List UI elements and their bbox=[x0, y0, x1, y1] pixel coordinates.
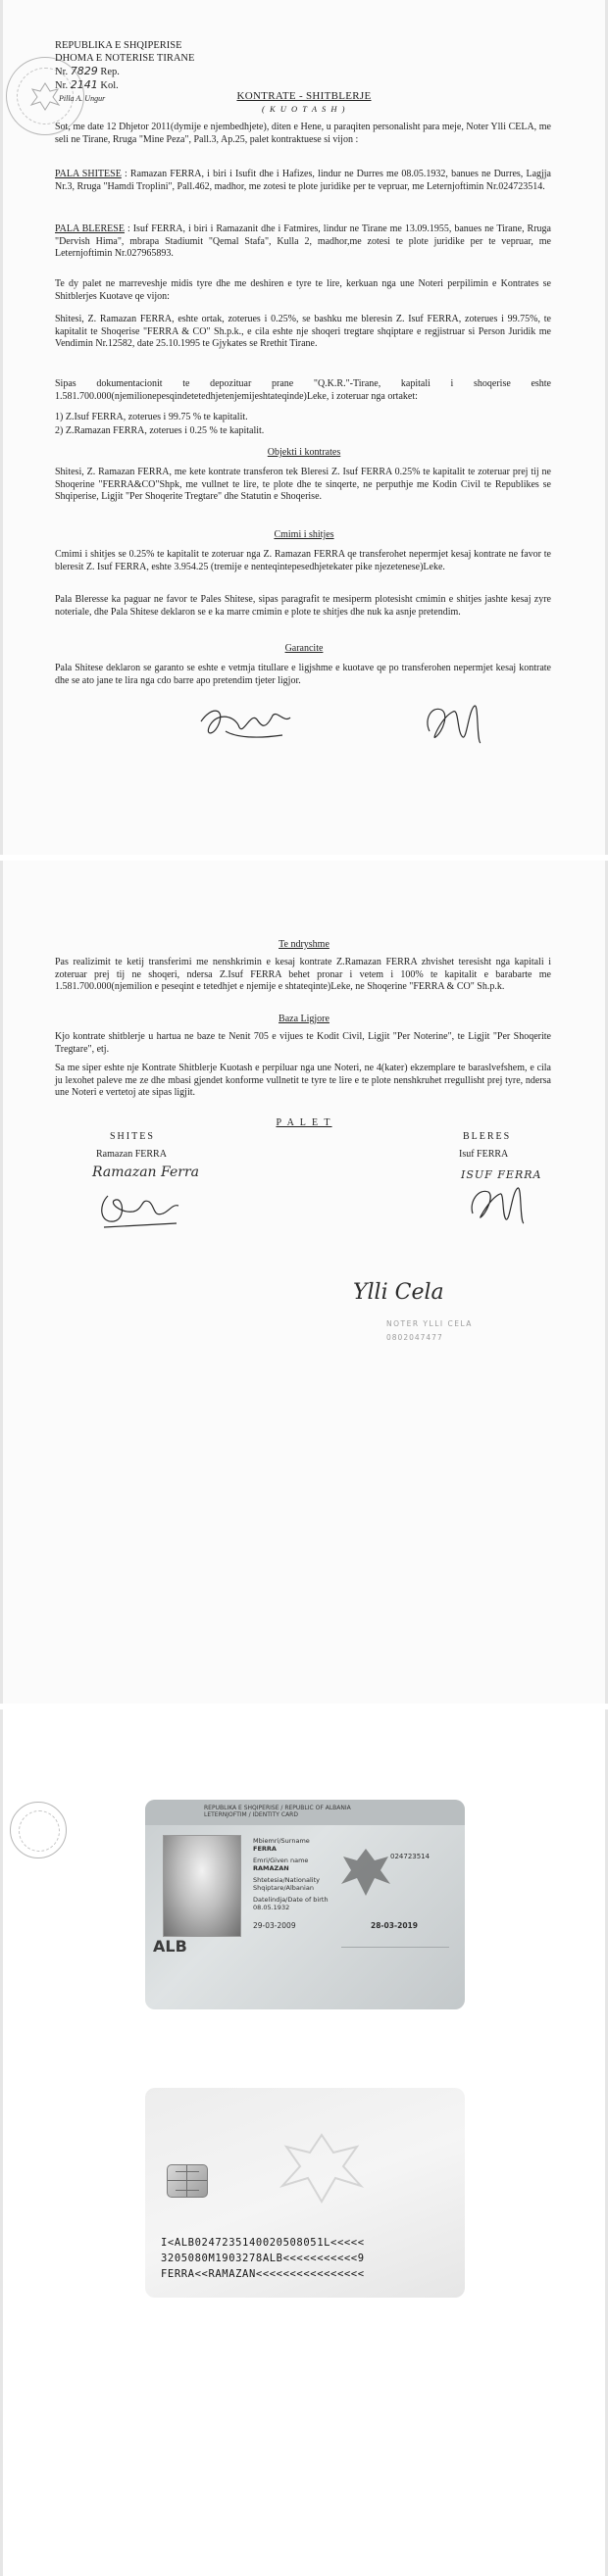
object-paragraph: Shitesi, Z. Ramazan FERRA, me kete kontrate transferon tek Bleresi Z. Isuf FERRA 0.25% te kapitalit te zoteruar prej tij ne Shoqerine "FERRA&CO"Shpk, me vullnet te lire, te plote dhe te sinqerte, ne perputhje me Kodin Civil te Republikes se Shqiperise, Ligjit "Per Shoqerite Tregtare" dhe Statutin e Shoqerise. bbox=[55, 467, 551, 503]
id-card-back bbox=[145, 2088, 465, 2298]
mrz-line-3: FERRA<<RAMAZAN<<<<<<<<<<<<<<<< bbox=[161, 2268, 365, 2280]
id-card-title: LETERNJOFTIM / IDENTITY CARD bbox=[204, 1811, 298, 1818]
buyer-details: : Isuf FERRA, i biri i Ramazanit dhe i Fatmires, lindur ne Tirane me 13.09.1955, banues ne Tirane, Rruga "Dervish Hima", mbrapa Stadiumit "Qemal Stafa", Kulla 2, madhor,me zotesi te plote juridike per te vepruar, me Leternjoftimin Nr.027965893. bbox=[55, 223, 551, 260]
rep-number: 7829 bbox=[70, 65, 98, 77]
section-garancite: Garancite bbox=[284, 643, 324, 654]
guarantee-paragraph: Pala Shitese deklaron se garanto se eshte e vetmja titullare e ligjshme e kuotave qe po transferohen nepermjet kesaj kontrate dhe se ato jane te lira nga cdo barre apo pretendim tjeter ligjor. bbox=[55, 663, 551, 686]
seller-handwritten-name: Ramazan Ferra bbox=[92, 1164, 199, 1180]
id-country: REPUBLIKA E SHQIPERISE / REPUBLIC OF ALBANIA bbox=[204, 1805, 351, 1811]
id-surname-label: Mbiemri/Surname bbox=[253, 1837, 310, 1845]
seller-label: PALA SHITESE bbox=[55, 169, 122, 179]
id-dob: 08.05.1932 bbox=[253, 1904, 290, 1911]
notary-signature: Ylli Cela bbox=[353, 1280, 444, 1305]
id-front-lower-area bbox=[341, 1947, 449, 1997]
contract-page-2 bbox=[0, 861, 608, 1704]
header-republic: REPUBLIKA E SHQIPERISE bbox=[55, 40, 182, 51]
page-edge bbox=[0, 0, 3, 855]
kol-number-line: Nr. 2141 Kol. bbox=[55, 78, 119, 91]
intro-paragraph: Sot, me date 12 Dhjetor 2011(dymije e njembedhjete), diten e Hene, u paraqiten personalisht para meje, Noter Ylli CELA, me seli ne Tirane, Rruga "Mine Peza", Pall.3, Ap.25, palet kontraktuese si vijon : bbox=[55, 122, 551, 145]
kol-number: 2141 bbox=[70, 78, 98, 91]
buyer-paragraph bbox=[55, 223, 551, 261]
id-card-header-text bbox=[204, 1805, 351, 1818]
owner-1: 1) Z.Isuf FERRA, zoterues i 99.75 % te kapitalit. bbox=[55, 412, 248, 422]
id-card-number: 024723514 bbox=[390, 1853, 431, 1860]
section-objekti: Objekti i kontrates bbox=[267, 447, 341, 458]
misc-paragraph: Pas realizimit te ketij transferimi me nenshkrimin e kesaj kontrate Z.Ramazan FERRA zhvishet teresisht nga kapitali i zoteruar prej tij ne shoqeri, ndersa Z.Isuf FERRA behet pronar i vetem i 100% te kapitalit e barabarte me 1.581.700.000(njemilion e peseqint e tetedhjet e njemije e shtateqinte)Leke, ne Shoqerine "FERRA & CO" Sh.p.k. bbox=[55, 957, 551, 993]
capital-paragraph: Sipas dokumentacionit te depozituar prane "Q.K.R."-Tirane, kapitali i shoqerise eshte 1.581.700.000(njemilionepesqindetetedhjetenjemijeshtateqinde)Leke, i zoteruar nga ortaket: bbox=[55, 378, 551, 402]
agreement-paragraph: Te dy palet ne marreveshje midis tyre dhe me deshiren e tyre te lire, kerkuan nga une Noteri perpilimin e Kontrates se Shitblerjes Kuotave qe vijon: bbox=[55, 278, 551, 302]
double-headed-eagle-icon bbox=[331, 1839, 400, 1907]
seller-share-paragraph: Shitesi, Z. Ramazan FERRA, eshte ortak, zoterues i 0.25%, se bashku me bleresin Z. Isuf FERRA, zoterues i 99.75%, te kapitalit te Shoqerise "FERRA & CO" Sh.p.k., e cila eshte nje shoqeri tregtare shqiptare e regjistruar si Person Juridik me Vendimin Nr.12582, date 25.10.1995 te Gjykates se Rrethit Tirane. bbox=[55, 314, 551, 350]
seller-column-heading: SHITES bbox=[110, 1131, 155, 1142]
notary-stamp-number: 0802047477 bbox=[386, 1333, 443, 1342]
id-name-label: Emri/Given name bbox=[253, 1857, 309, 1864]
mrz-line-2: 3205080M1903278ALB<<<<<<<<<<<9 bbox=[161, 2253, 365, 2264]
id-nationality-label: Shtetesia/Nationality bbox=[253, 1876, 320, 1884]
id-card-front bbox=[145, 1800, 465, 2009]
id-surname: FERRA bbox=[253, 1845, 277, 1853]
legal-basis-paragraph: Kjo kontrate shitblerje u hartua ne baze te Nenit 705 e vijues te Kodit Civil, Ligjit "Per Noterine", te Ligjit "Per Shoqerite Tregtare", etj. bbox=[55, 1031, 551, 1055]
buyer-name: Isuf FERRA bbox=[459, 1149, 509, 1160]
eagle-watermark-icon bbox=[263, 2127, 380, 2205]
rep-number-line: Nr. 7829 Rep. bbox=[55, 65, 120, 77]
buyer-signature-p1 bbox=[420, 698, 498, 749]
price-paragraph: Cmimi i shitjes se 0.25% te kapitalit te zoteruar nga Z. Ramazan FERRA qe transferohet nepermjet kesaj kontrate ne favor te bleresit Z. Isuf FERRA, eshte 3.954.25 (tremije e nenteqintepesedhjetekater pike njezetenese)Leke. bbox=[55, 549, 551, 572]
notary-stamp-name: NOTER YLLI CELA bbox=[386, 1319, 473, 1328]
seller-paragraph bbox=[55, 169, 551, 193]
notary-round-stamp-p3 bbox=[10, 1802, 67, 1858]
buyer-label: PALA BLERESE bbox=[55, 223, 125, 234]
section-cmimi: Cmimi i shitjes bbox=[274, 529, 334, 540]
contract-subtitle: ( K U O T A S H ) bbox=[262, 104, 346, 114]
section-baza-ligjore: Baza Ligjore bbox=[279, 1014, 329, 1024]
id-nationality: Shqiptare/Albanian bbox=[253, 1884, 314, 1892]
contract-page-1 bbox=[0, 0, 608, 855]
payment-paragraph: Pala Bleresse ka paguar ne favor te Pales Shitese, sipas paragrafit te mesiperm plotesisht cmimin e shitjes jashte kesaj zyre noteriale, dhe Pala Shitese deklaron se e ka marre cmimin e plote te shitjes dhe nuk ka asnje pretendim. bbox=[55, 594, 551, 618]
stamp-caption: Pilla A. Ungur bbox=[59, 94, 106, 103]
header-chamber: DHOMA E NOTERISE TIRANE bbox=[55, 53, 195, 64]
page-edge bbox=[0, 861, 3, 1704]
buyer-signature-p2 bbox=[465, 1178, 533, 1227]
section-te-ndryshme: Te ndryshme bbox=[279, 939, 329, 950]
mrz-line-1: I<ALB0247235140020508051L<<<<< bbox=[161, 2237, 365, 2249]
contract-title: KONTRATE - SHITBLERJE bbox=[236, 90, 372, 102]
id-issue-date: 29-03-2009 bbox=[253, 1921, 296, 1930]
buyer-handwritten-name: ISUF FERRA bbox=[461, 1168, 542, 1181]
id-name: RAMAZAN bbox=[253, 1864, 289, 1872]
owner-2: 2) Z.Ramazan FERRA, zoterues i 0.25 % te kapitalit. bbox=[55, 425, 265, 436]
seller-name: Ramazan FERRA bbox=[96, 1149, 167, 1160]
smartcard-chip-icon bbox=[167, 2164, 208, 2198]
seller-details: : Ramazan FERRA, i biri i Isufit dhe i Hafizes, lindur ne Durres me 08.05.1932, banues ne Durres, Lagjja Nr.3, Rruga "Hamdi Troplini", Pall.462, madhor, me zotesi te plote juridike per te vepruar, me Leternjoftimin Nr.024723514. bbox=[55, 169, 551, 192]
buyer-column-heading: BLERES bbox=[463, 1131, 512, 1142]
id-expiry-date: 28-03-2019 bbox=[371, 1921, 418, 1930]
seller-signature-p1 bbox=[196, 702, 294, 747]
id-dob-label: Datelindja/Date of birth bbox=[253, 1896, 329, 1904]
id-photo bbox=[163, 1835, 241, 1937]
id-alb-code: ALB bbox=[153, 1937, 187, 1956]
seller-signature-p2 bbox=[94, 1184, 182, 1233]
parties-heading: P A L E T bbox=[276, 1117, 332, 1128]
final-paragraph: Sa me siper eshte nje Kontrate Shitblerje Kuotash e perpiluar nga une Noteri, ne 4(kater) ekzemplare te baraslvefshem, e cila ju lexohet paleve me ze dhe mbasi gjendet konforme vullnetit te tyre te lire e te plote nenshkruhet rregullisht prej tyre, ndersa une Noteri e vertetoj ate sipas ligjit. bbox=[55, 1063, 551, 1099]
page-edge bbox=[0, 1709, 3, 2576]
